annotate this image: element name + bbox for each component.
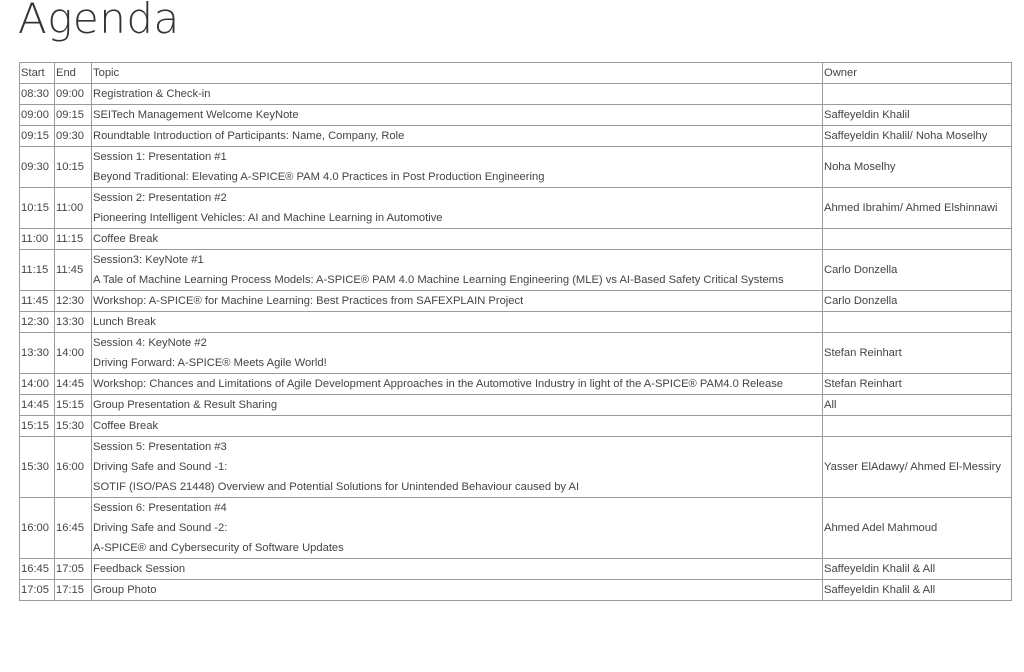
start-time: 09:15 [20,126,55,147]
start-time: 13:30 [20,333,55,374]
topic-cell [92,374,823,395]
topic-cell [92,559,823,580]
topic-line: Lunch Break [93,316,156,328]
owner-cell [823,84,1012,105]
topic-line: Driving Safe and Sound -1: [93,461,228,473]
topic-line: SEITech Management Welcome KeyNote [93,109,299,121]
table-row [20,395,1012,416]
topic-line: Workshop: A-SPICE® for Machine Learning: Best Practices from SAFEXPLAIN Project [93,295,524,307]
agenda-body [20,84,1012,601]
table-row [20,559,1012,580]
start-time: 11:15 [20,250,55,291]
column-header-owner: Owner [823,63,1012,84]
column-header-topic: Topic [92,63,823,84]
end-time: 15:30 [55,416,92,437]
topic-cell [92,498,823,559]
topic-cell [92,580,823,601]
topic-line: Feedback Session [93,563,186,575]
start-time: 17:05 [20,580,55,601]
table-row [20,188,1012,229]
topic-line: Session 1: Presentation #1 [93,151,227,163]
column-header-start: Start [20,63,55,84]
start-time: 15:30 [20,437,55,498]
topic-line: Pioneering Intelligent Vehicles: AI and Machine Learning in Automotive [93,212,443,224]
topic-line: Session 6: Presentation #4 [93,502,227,514]
owner-cell: Stefan Reinhart [823,374,1012,395]
topic-line: Driving Safe and Sound -2: [93,522,228,534]
table-row [20,416,1012,437]
table-row [20,229,1012,250]
column-header-end: End [55,63,92,84]
end-time: 14:00 [55,333,92,374]
table-row [20,126,1012,147]
end-time: 17:15 [55,580,92,601]
topic-cell [92,312,823,333]
end-time: 09:30 [55,126,92,147]
table-row [20,374,1012,395]
topic-line: Coffee Break [93,420,159,432]
end-time: 11:45 [55,250,92,291]
owner-cell: Ahmed Ibrahim/ Ahmed Elshinnawi [823,188,1012,229]
start-time: 15:15 [20,416,55,437]
owner-cell: Saffeyeldin Khalil & All [823,559,1012,580]
owner-cell: Carlo Donzella [823,250,1012,291]
table-header-row [20,63,1012,84]
start-time: 09:00 [20,105,55,126]
owner-cell: Saffeyeldin Khalil & All [823,580,1012,601]
topic-cell [92,188,823,229]
start-time: 14:45 [20,395,55,416]
topic-cell [92,416,823,437]
end-time: 09:15 [55,105,92,126]
table-row [20,84,1012,105]
topic-line: Roundtable Introduction of Participants: Name, Company, Role [93,130,405,142]
end-time: 09:00 [55,84,92,105]
start-time: 08:30 [20,84,55,105]
table-row [20,291,1012,312]
owner-cell [823,229,1012,250]
owner-cell [823,416,1012,437]
end-time: 11:00 [55,188,92,229]
owner-cell: Saffeyeldin Khalil/ Noha Moselhy [823,126,1012,147]
topic-cell [92,229,823,250]
owner-cell: Stefan Reinhart [823,333,1012,374]
end-time: 16:45 [55,498,92,559]
topic-cell [92,105,823,126]
topic-line: Beyond Traditional: Elevating A-SPICE® PAM 4.0 Practices in Post Production Engineering [93,171,545,183]
topic-line: Registration & Check-in [93,88,211,100]
end-time: 13:30 [55,312,92,333]
start-time: 09:30 [20,147,55,188]
start-time: 12:30 [20,312,55,333]
topic-cell [92,395,823,416]
table-row [20,437,1012,498]
owner-cell: All [823,395,1012,416]
topic-line: Session 5: Presentation #3 [93,441,227,453]
end-time: 12:30 [55,291,92,312]
table-row [20,147,1012,188]
end-time: 11:15 [55,229,92,250]
topic-line: Session3: KeyNote #1 [93,254,204,266]
owner-cell: Carlo Donzella [823,291,1012,312]
topic-line: A Tale of Machine Learning Process Models: A-SPICE® PAM 4.0 Machine Learning Engineering (MLE) vs AI-Based Safety Critical Systems [93,274,784,286]
topic-cell [92,250,823,291]
topic-cell [92,291,823,312]
end-time: 15:15 [55,395,92,416]
topic-cell [92,126,823,147]
topic-cell [92,84,823,105]
agenda-table [19,62,1012,601]
start-time: 16:45 [20,559,55,580]
topic-line: Session 2: Presentation #2 [93,192,227,204]
topic-line: Coffee Break [93,233,159,245]
owner-cell: Noha Moselhy [823,147,1012,188]
owner-cell: Ahmed Adel Mahmoud [823,498,1012,559]
start-time: 14:00 [20,374,55,395]
topic-line: Group Presentation & Result Sharing [93,399,278,411]
table-row [20,312,1012,333]
table-row [20,498,1012,559]
page-title: Agenda [18,0,180,43]
end-time: 14:45 [55,374,92,395]
owner-cell: Saffeyeldin Khalil [823,105,1012,126]
table-row [20,250,1012,291]
topic-line: SOTIF (ISO/PAS 21448) Overview and Potential Solutions for Unintended Behaviour caused by AI [93,481,580,493]
table-row [20,105,1012,126]
end-time: 10:15 [55,147,92,188]
topic-line: Session 4: KeyNote #2 [93,337,207,349]
topic-line: Driving Forward: A-SPICE® Meets Agile World! [93,357,327,369]
topic-cell [92,333,823,374]
topic-line: Group Photo [93,584,157,596]
end-time: 17:05 [55,559,92,580]
table-row [20,333,1012,374]
owner-cell: Yasser ElAdawy/ Ahmed El-Messiry [823,437,1012,498]
table-row [20,580,1012,601]
start-time: 10:15 [20,188,55,229]
start-time: 11:45 [20,291,55,312]
owner-cell [823,312,1012,333]
end-time: 16:00 [55,437,92,498]
topic-line: Workshop: Chances and Limitations of Agile Development Approaches in the Automotive Industry in light of the A-SPICE® PAM4.0 Release [93,378,784,390]
topic-line: A-SPICE® and Cybersecurity of Software Updates [93,542,344,554]
topic-cell [92,437,823,498]
start-time: 11:00 [20,229,55,250]
start-time: 16:00 [20,498,55,559]
topic-cell [92,147,823,188]
